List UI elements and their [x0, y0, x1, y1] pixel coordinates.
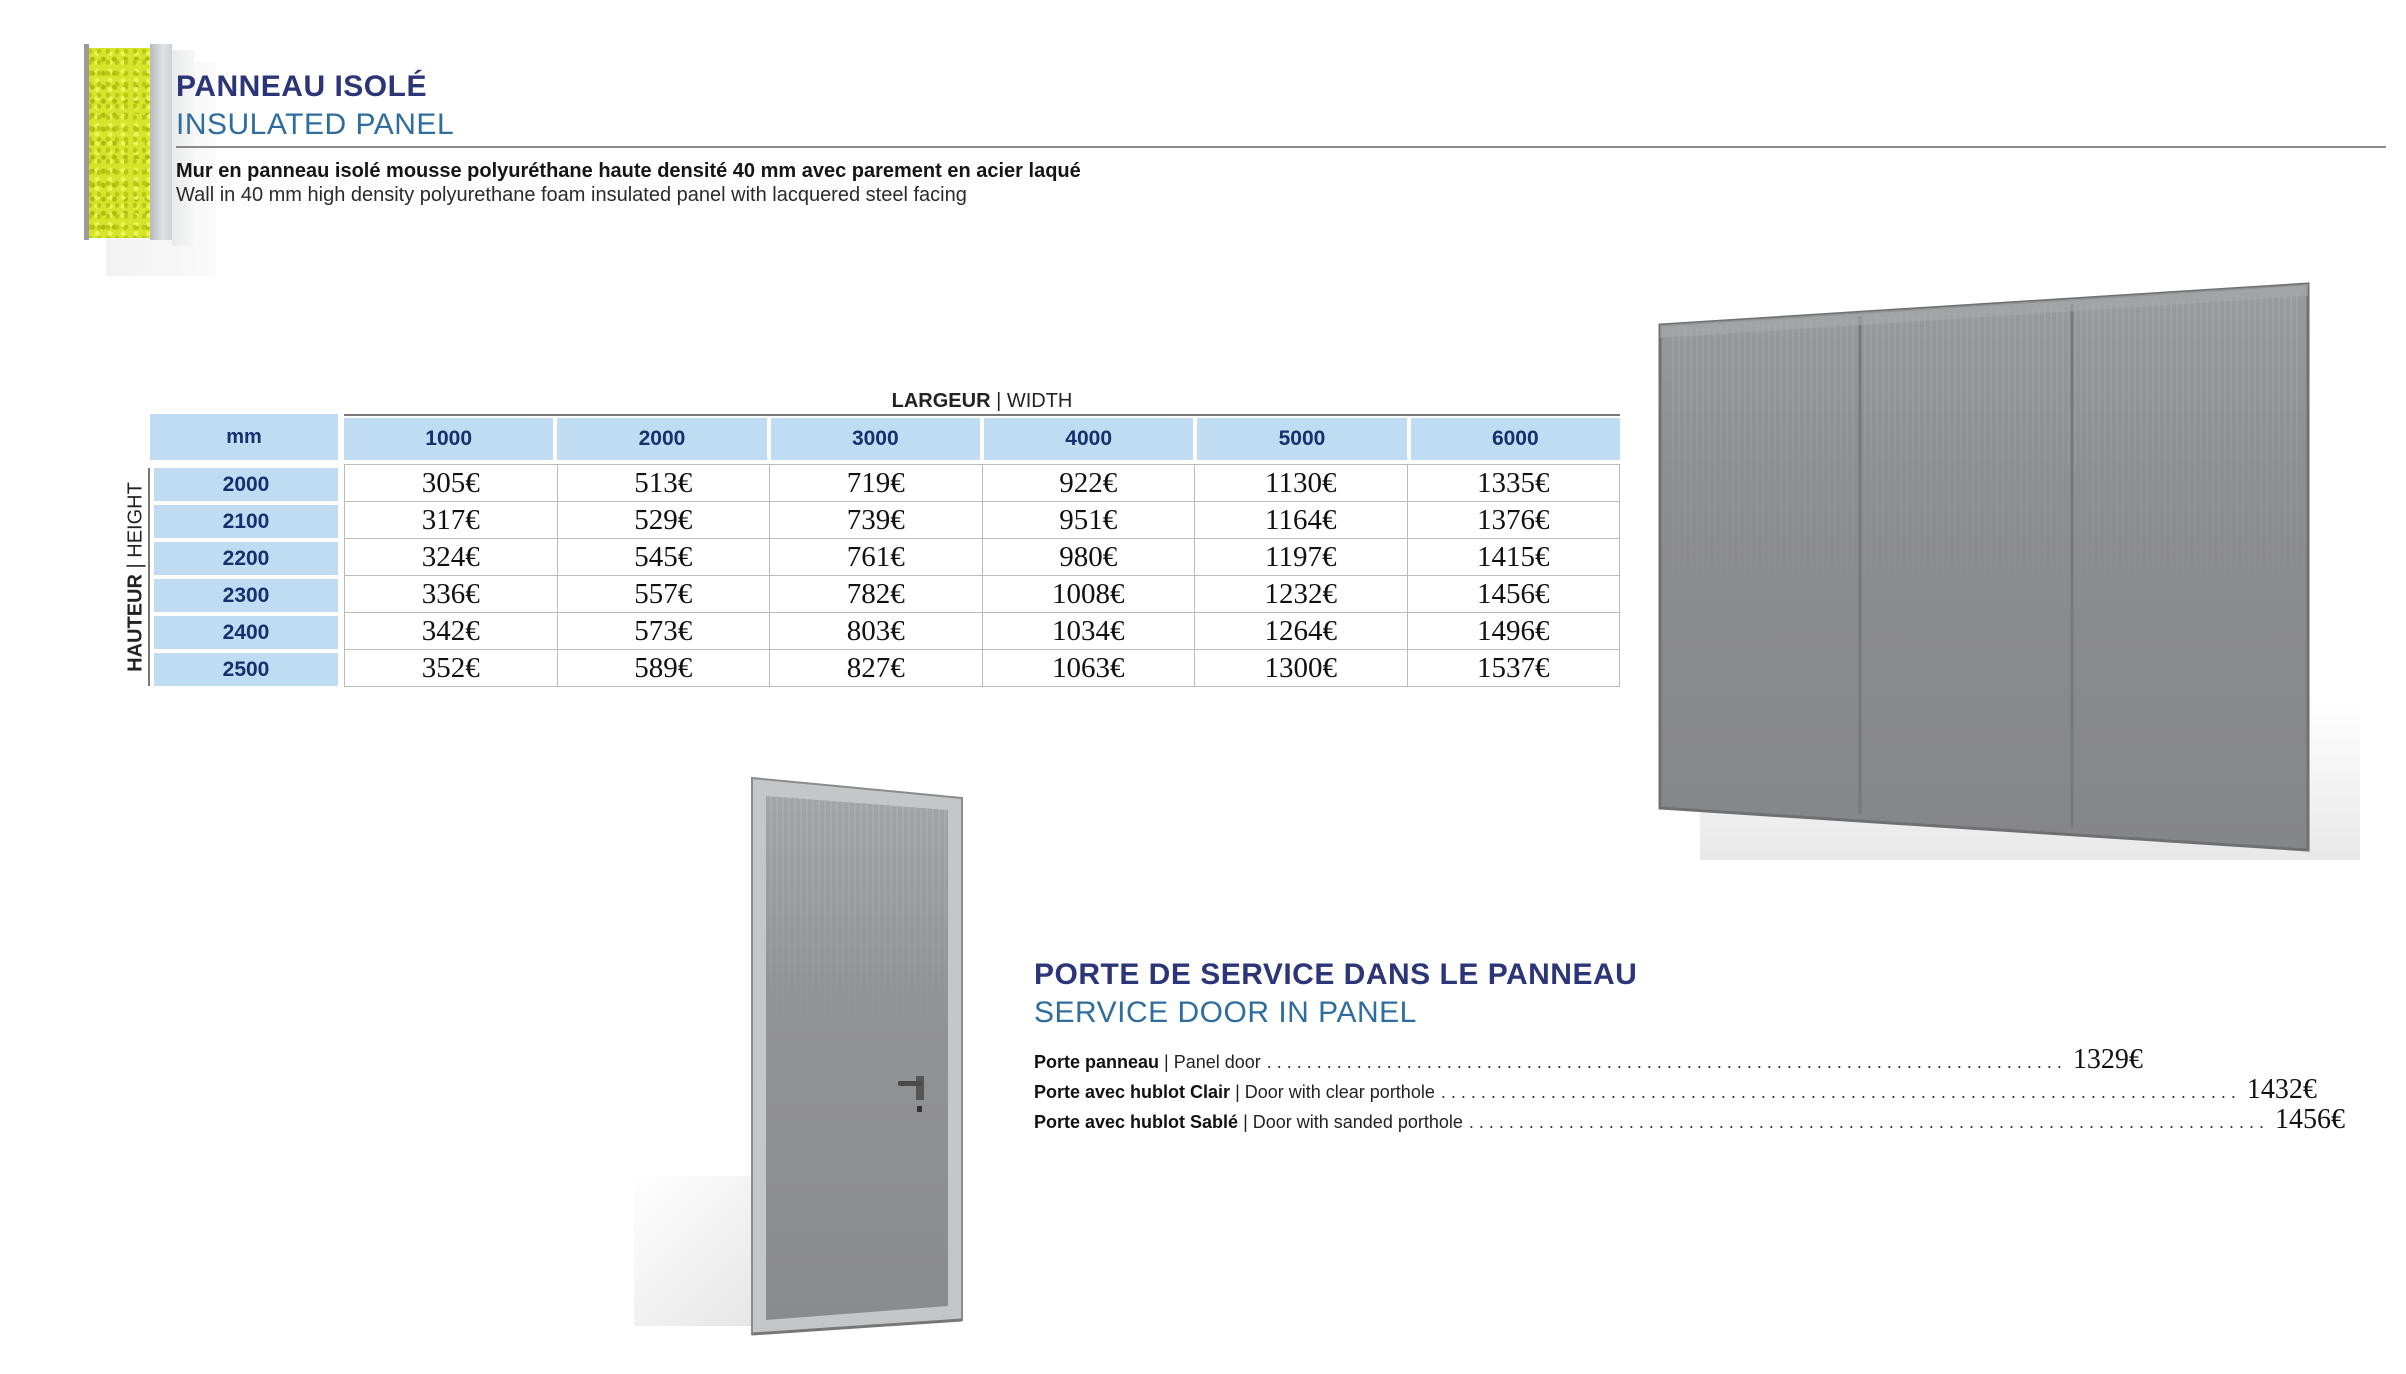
leader-dots: ................................................................................ — [1468, 1112, 2269, 1132]
page-title-fr: PANNEAU ISOLÉ — [176, 70, 427, 103]
table-row — [344, 539, 1620, 576]
price-cell: 1008€ — [982, 576, 1195, 612]
price-cell: 1264€ — [1194, 613, 1407, 649]
table-row — [344, 576, 1620, 613]
width-header-cell: 4000 — [984, 418, 1193, 460]
width-header-cell: 3000 — [771, 418, 980, 460]
price-cell: 719€ — [769, 465, 982, 501]
service-door-price: 1432€ — [2246, 1074, 2317, 1105]
header-divider — [176, 146, 2386, 148]
price-cell: 1415€ — [1407, 539, 1621, 575]
unit-header-cell: mm — [150, 414, 338, 460]
height-header-cell: 2100 — [154, 505, 338, 538]
table-row — [344, 465, 1620, 502]
price-cell: 305€ — [344, 465, 557, 501]
price-cell: 951€ — [982, 502, 1195, 538]
price-cell: 827€ — [769, 650, 982, 686]
service-door-price: 1456€ — [2274, 1104, 2345, 1135]
price-cell: 342€ — [344, 613, 557, 649]
service-door-label: Porte avec hublot Clair | Door with clear porthole — [1034, 1082, 1435, 1102]
height-header-cell: 2500 — [154, 653, 338, 686]
width-axis-label: LARGEUR | WIDTH — [891, 390, 1073, 412]
price-cell: 573€ — [557, 613, 770, 649]
height-header-column — [154, 468, 338, 690]
service-door-label: Porte avec hublot Sablé | Door with sanded porthole — [1034, 1112, 1463, 1132]
price-cell: 1164€ — [1194, 502, 1407, 538]
insulated-wall-image — [1660, 280, 2330, 854]
list-item — [1034, 1074, 2317, 1105]
price-cell: 739€ — [769, 502, 982, 538]
price-cell: 1376€ — [1407, 502, 1621, 538]
height-header-cell: 2300 — [154, 579, 338, 612]
price-grid — [344, 464, 1620, 687]
width-header-cell: 5000 — [1197, 418, 1406, 460]
service-door-label: Porte panneau | Panel door — [1034, 1052, 1261, 1072]
height-header-cell: 2000 — [154, 468, 338, 501]
table-row — [344, 502, 1620, 539]
width-header-cell: 1000 — [344, 418, 553, 460]
leader-dots: ................................................................................ — [1266, 1052, 2067, 1072]
price-cell: 324€ — [344, 539, 557, 575]
price-cell: 922€ — [982, 465, 1195, 501]
price-cell: 782€ — [769, 576, 982, 612]
table-row — [344, 650, 1620, 687]
price-cell: 1034€ — [982, 613, 1195, 649]
height-header-cell: 2200 — [154, 542, 338, 575]
service-door-price-list — [1034, 1044, 2345, 1135]
price-cell: 545€ — [557, 539, 770, 575]
service-door-title-fr: PORTE DE SERVICE DANS LE PANNEAU — [1034, 958, 1638, 991]
height-axis-divider — [148, 468, 150, 686]
list-item — [1034, 1104, 2345, 1135]
price-cell: 557€ — [557, 576, 770, 612]
price-cell: 1456€ — [1407, 576, 1621, 612]
page-title-en: INSULATED PANEL — [176, 108, 455, 141]
service-door-title-en: SERVICE DOOR IN PANEL — [1034, 996, 1417, 1029]
price-cell: 1063€ — [982, 650, 1195, 686]
height-header-cell: 2400 — [154, 616, 338, 649]
price-cell: 336€ — [344, 576, 557, 612]
height-axis-label-wrap — [124, 468, 148, 686]
list-item — [1034, 1044, 2143, 1075]
price-cell: 513€ — [557, 465, 770, 501]
price-cell: 1300€ — [1194, 650, 1407, 686]
service-door-image — [746, 776, 966, 1336]
price-cell: 1232€ — [1194, 576, 1407, 612]
price-cell: 803€ — [769, 613, 982, 649]
price-cell: 1130€ — [1194, 465, 1407, 501]
price-cell: 317€ — [344, 502, 557, 538]
service-door-price: 1329€ — [2072, 1044, 2143, 1075]
price-cell: 761€ — [769, 539, 982, 575]
width-header-cell: 6000 — [1411, 418, 1620, 460]
description-en: Wall in 40 mm high density polyurethane foam insulated panel with lacquered steel facing — [176, 184, 967, 206]
price-cell: 352€ — [344, 650, 557, 686]
description-fr: Mur en panneau isolé mousse polyuréthane haute densité 40 mm avec parement en acier laqué — [176, 160, 1081, 182]
price-cell: 529€ — [557, 502, 770, 538]
price-cell: 1496€ — [1407, 613, 1621, 649]
leader-dots: ................................................................................ — [1440, 1082, 2241, 1102]
price-cell: 1335€ — [1407, 465, 1621, 501]
width-header-cell: 2000 — [557, 418, 766, 460]
price-cell: 589€ — [557, 650, 770, 686]
price-cell: 1197€ — [1194, 539, 1407, 575]
width-header-row — [344, 418, 1620, 460]
table-row — [344, 613, 1620, 650]
price-cell: 1537€ — [1407, 650, 1621, 686]
price-cell: 980€ — [982, 539, 1195, 575]
width-axis-divider — [344, 414, 1620, 416]
height-axis-label: HAUTEUR | HEIGHT — [124, 482, 147, 672]
